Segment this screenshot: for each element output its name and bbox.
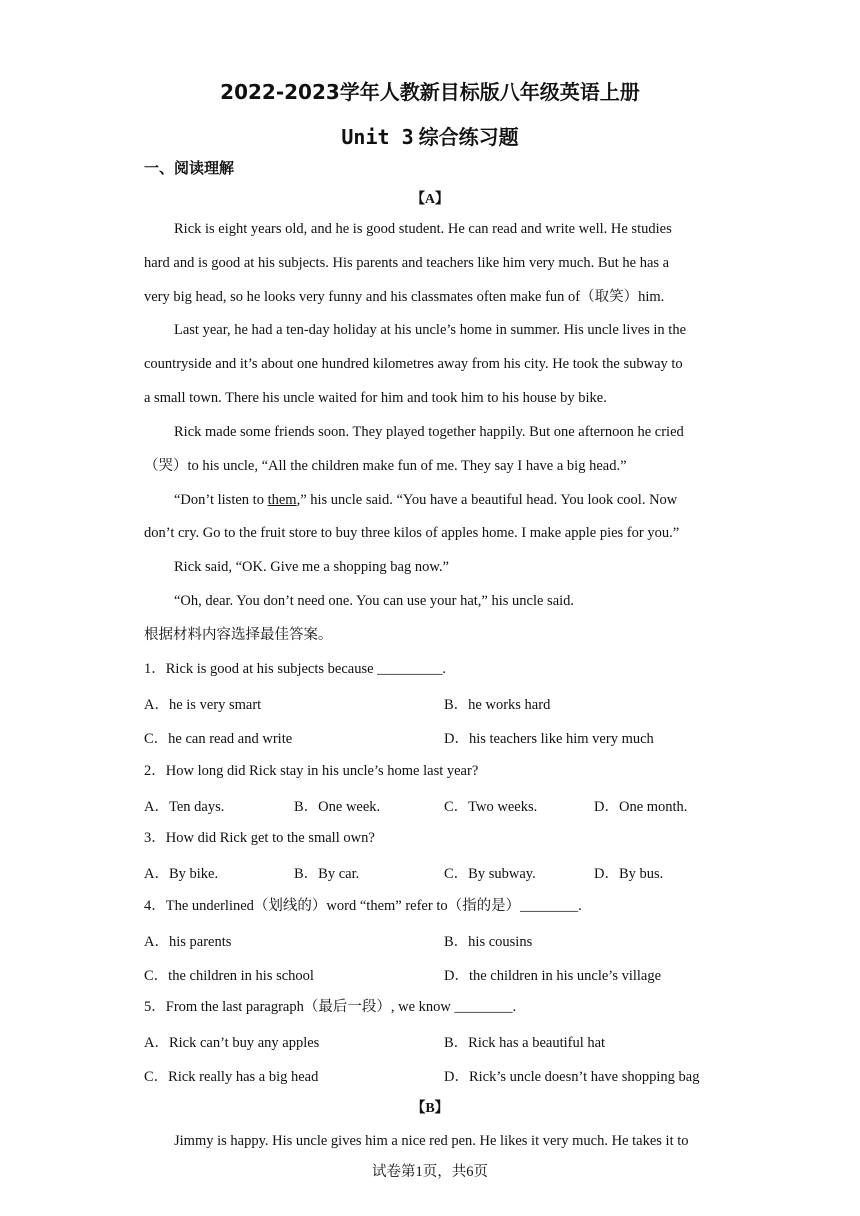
passage-line: a small town. There his uncle waited for him and took him to his house by bike. [144, 390, 607, 406]
question-stem: 1．Rick is good at his subjects because _________. [144, 661, 447, 677]
option-b: B．Rick has a beautiful hat [444, 1035, 606, 1051]
question-stem: 4．The underlined（划线的）word “them” refer to（指的是）________. [144, 898, 582, 914]
passage-line: （哭）to his uncle, “All the children make fun of me. They say I have a big head.” [144, 458, 627, 474]
passage-line: “Oh, dear. You don’t need one. You can use your hat,” his uncle said. [174, 593, 575, 609]
page-subtitle [0, 121, 860, 150]
passage-text: “Don’t listen to [174, 492, 268, 508]
option-b: B．One week. [294, 799, 381, 815]
passage-line [174, 490, 677, 510]
question-stem: 2．How long did Rick stay in his uncle’s home last year? [144, 763, 479, 779]
passage-line: Rick said, “OK. Give me a shopping bag now.” [174, 559, 449, 575]
question-stem: 3．How did Rick get to the small own? [144, 830, 375, 846]
page-title: 2022-2023学年人教新目标版八年级英语上册 [220, 80, 640, 104]
option-b: B．his cousins [444, 934, 533, 950]
option-a: A．Rick can’t buy any apples [144, 1035, 320, 1051]
option-d: D．the children in his uncle’s village [444, 968, 662, 984]
question-stem: 5．From the last paragraph（最后一段）, we know ________. [144, 999, 517, 1015]
option-c: C．Rick really has a big head [144, 1069, 319, 1085]
passage-line: Last year, he had a ten-day holiday at his uncle’s home in summer. His uncle lives in the [174, 322, 687, 338]
option-a: A．By bike. [144, 866, 219, 882]
passage-line: Jimmy is happy. His uncle gives him a nice red pen. He likes it very much. He takes it to [174, 1133, 689, 1149]
passage-b-marker: 【B】 [411, 1101, 449, 1116]
passage-a-marker: 【A】 [410, 192, 450, 207]
option-c: C．By subway. [444, 866, 536, 882]
underlined-word: them [267, 492, 297, 508]
passage-line: very big head, so he looks very funny and his classmates often make fun of（取笑）him. [144, 289, 665, 305]
passage-line: hard and is good at his subjects. His parents and teachers like him very much. But he has a [144, 255, 670, 271]
unit-label: Unit 3 [341, 125, 414, 149]
option-b: B．he works hard [444, 697, 551, 713]
passage-line: countryside and it’s about one hundred kilometres away from his city. He took the subway to [144, 356, 683, 372]
option-d: D．Rick’s uncle doesn’t have shopping bag [444, 1069, 700, 1085]
subtitle-suffix: 综合练习题 [418, 125, 519, 149]
passage-line: Rick is eight years old, and he is good student. He can read and write well. He studies [174, 221, 672, 237]
option-a: A．Ten days. [144, 799, 225, 815]
option-d: D．By bus. [594, 866, 664, 882]
option-a: A．he is very smart [144, 697, 262, 713]
passage-line: don’t cry. Go to the fruit store to buy three kilos of apples home. I make apple pies for you.” [144, 525, 680, 541]
option-b: B．By car. [294, 866, 360, 882]
option-c: C．he can read and write [144, 731, 293, 747]
option-c: C．the children in his school [144, 968, 314, 984]
passage-text: ,” his uncle said. “You have a beautiful head. You look cool. Now [296, 492, 678, 508]
option-a: A．his parents [144, 934, 232, 950]
passage-line: Rick made some friends soon. They played together happily. But one afternoon he cried [174, 424, 684, 440]
page-footer: 试卷第1页，共6页 [372, 1164, 488, 1180]
option-d: D．his teachers like him very much [444, 731, 654, 747]
section-heading: 一、阅读理解 [144, 159, 235, 177]
option-c: C．Two weeks. [444, 799, 538, 815]
instruction: 根据材料内容选择最佳答案。 [144, 627, 333, 643]
option-d: D．One month. [594, 799, 688, 815]
